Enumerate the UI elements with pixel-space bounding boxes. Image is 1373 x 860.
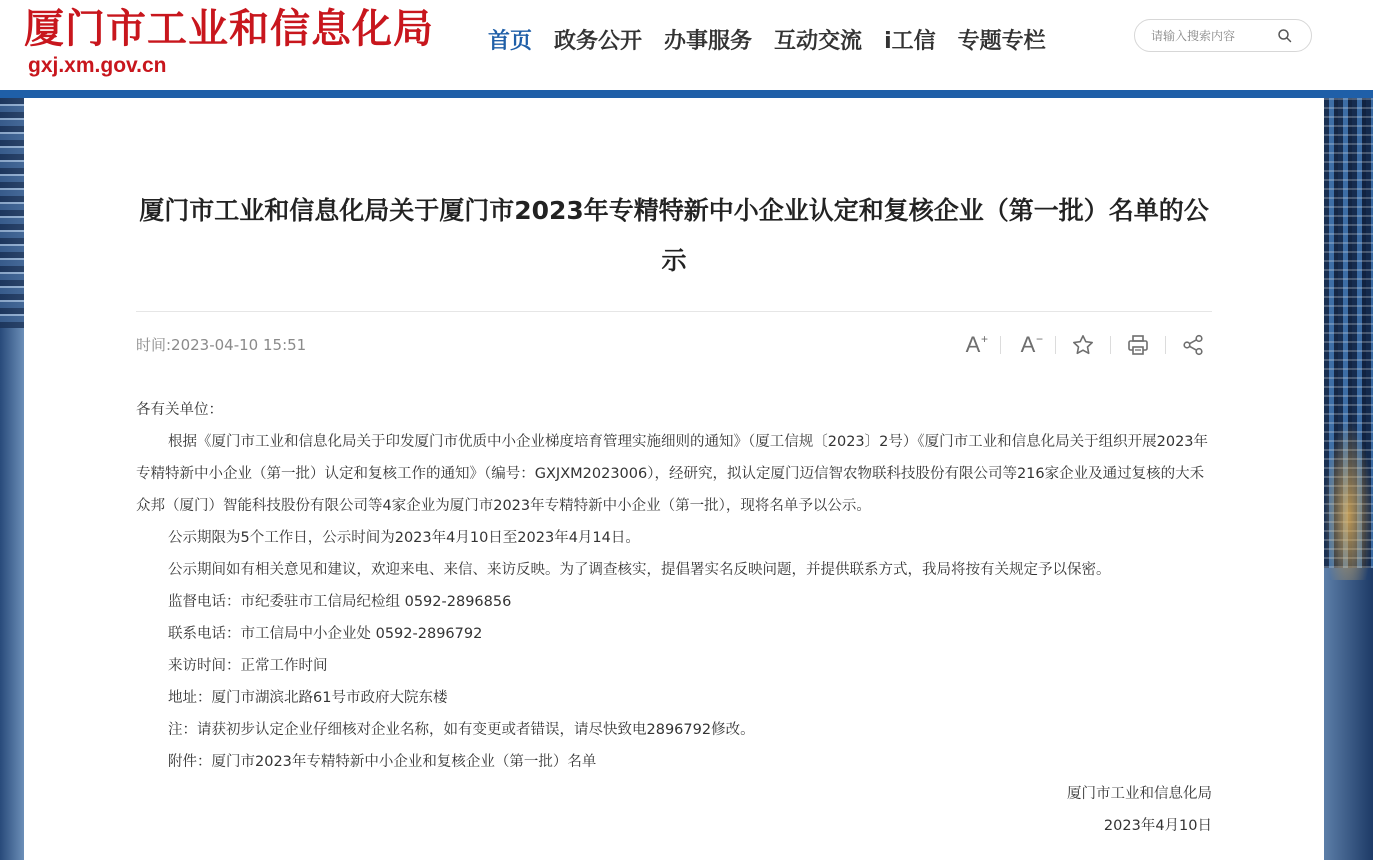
attachment-link[interactable]: 附件：厦门市2023年专精特新中小企业和复核企业（第一批）名单 [168, 754, 597, 770]
nav-item-services[interactable]: 办事服务 [664, 29, 753, 54]
font-increase-glyph: A [965, 332, 981, 357]
paragraph: 根据《厦门市工业和信息化局关于印发厦门市优质中小企业梯度培育管理实施细则的通知》（厦工信规〔2023〕2号）《厦门市工业和信息化局关于组织开展2023年专精特新中小企业（第一批）认定和复核工作的通知》（编号：GXJXM2023006），经研究，拟认定厦门迈信智农物联科技股份有限公司等216家企业及通过复核的大禾众邦（厦门）智能科技股份有限公司等4家企业为厦门市2023年专精特新中小企业（第一批），现将名单予以公示。 [136, 434, 1209, 514]
font-decrease-mark: − [1035, 332, 1043, 346]
search-box [1134, 19, 1312, 52]
site-logo-title[interactable]: 厦门市工业和信息化局 [24, 5, 434, 52]
search-input[interactable] [1151, 25, 1271, 47]
article-title: 厦门市工业和信息化局关于厦门市2023年专精特新中小企业认定和复核企业（第一批）名单的公示 [139, 196, 1209, 275]
tool-divider [1000, 336, 1001, 354]
search-icon[interactable] [1277, 28, 1293, 44]
nav-item-i-gongxin[interactable]: i工信 [884, 29, 936, 54]
print-icon [1126, 333, 1150, 357]
signature: 厦门市工业和信息化局 [1067, 786, 1212, 802]
font-increase-mark: + [980, 332, 988, 346]
site-header [0, 0, 1373, 90]
font-decrease-button[interactable] [1013, 330, 1043, 360]
tool-divider [1165, 336, 1166, 354]
favorite-button[interactable] [1068, 330, 1098, 360]
publish-time: 时间:2023-04-10 15:51 [136, 336, 307, 354]
paragraph: 公示期限为5个工作日，公示时间为2023年4月10日至2023年4月14日。 [168, 530, 640, 546]
star-icon [1071, 333, 1095, 357]
visit-time: 来访时间：正常工作时间 [168, 658, 328, 674]
paragraph: 公示期间如有相关意见和建议，欢迎来电、来信、来访反映。为了调查核实，提倡署实名反映问题，并提供联系方式，我局将按有关规定予以保密。 [168, 562, 1111, 578]
contact-phone: 联系电话：市工信局中小企业处 0592-2896792 [168, 626, 483, 642]
article-body [136, 394, 1212, 842]
nav-item-interaction[interactable]: 互动交流 [774, 29, 863, 54]
tool-divider [1055, 336, 1056, 354]
city-lights-glow [1324, 420, 1373, 580]
address: 地址：厦门市湖滨北路61号市政府大院东楼 [168, 690, 448, 706]
tool-divider [1110, 336, 1111, 354]
header-blue-band [0, 90, 1373, 98]
signature-date: 2023年4月10日 [1103, 818, 1212, 834]
article-tools [958, 330, 1208, 360]
font-increase-button[interactable] [958, 330, 988, 360]
nav-item-special-topics[interactable]: 专题专栏 [957, 29, 1046, 54]
city-skyline-left-image [0, 98, 24, 328]
main-nav [488, 22, 1068, 62]
font-decrease-glyph: A [1020, 332, 1036, 357]
nav-item-home[interactable]: 首页 [488, 29, 533, 54]
nav-item-government-affairs[interactable]: 政务公开 [554, 29, 643, 54]
share-icon [1181, 333, 1205, 357]
title-divider [136, 311, 1212, 312]
print-button[interactable] [1123, 330, 1153, 360]
salutation: 各有关单位： [136, 402, 223, 418]
site-domain: gxj.xm.gov.cn [28, 54, 167, 77]
note: 注：请获初步认定企业仔细核对企业名称，如有变更或者错误，请尽快致电2896792修改。 [168, 722, 755, 738]
share-button[interactable] [1178, 330, 1208, 360]
supervision-phone: 监督电话：市纪委驻市工信局纪检组 0592-2896856 [168, 594, 512, 610]
